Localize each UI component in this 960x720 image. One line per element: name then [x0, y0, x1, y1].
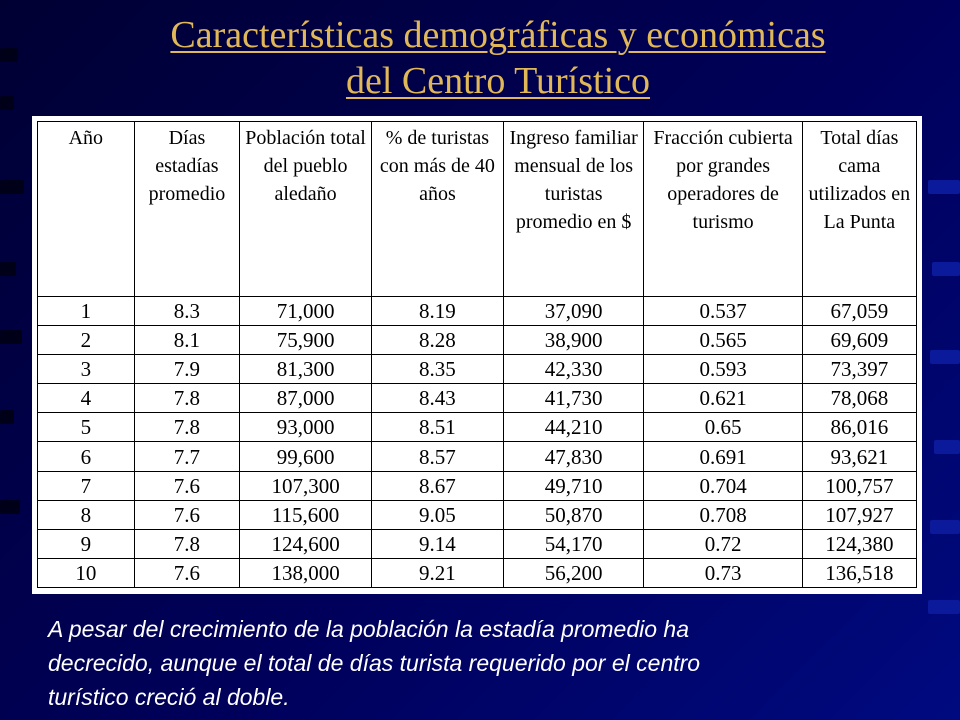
- table-cell: 124,380: [802, 529, 916, 558]
- table-cell: 7.8: [134, 529, 239, 558]
- header-cell: Población total del pueblo aledaño: [240, 122, 372, 297]
- header-cell: Año: [38, 122, 135, 297]
- table-cell: 8.57: [372, 442, 504, 471]
- table-cell: 7.6: [134, 558, 239, 587]
- table-cell: 2: [38, 326, 135, 355]
- table-cell: 107,300: [240, 471, 372, 500]
- table-cell: 69,609: [802, 326, 916, 355]
- table-cell: 86,016: [802, 413, 916, 442]
- table-row: [38, 384, 917, 413]
- table-cell: 0.72: [644, 529, 802, 558]
- table-cell: 3: [38, 355, 135, 384]
- conclusion-note: [48, 612, 928, 714]
- table-cell: 99,600: [240, 442, 372, 471]
- background-stripe: [0, 330, 22, 344]
- table-cell: 136,518: [802, 558, 916, 587]
- table-cell: 56,200: [503, 558, 644, 587]
- table-cell: 8.1: [134, 326, 239, 355]
- table-cell: 0.621: [644, 384, 802, 413]
- table-row: [38, 442, 917, 471]
- table-cell: 78,068: [802, 384, 916, 413]
- table-cell: 93,000: [240, 413, 372, 442]
- table-cell: 44,210: [503, 413, 644, 442]
- table-cell: 67,059: [802, 297, 916, 326]
- note-line: decrecido, aunque el total de días turista requerido por el centro: [48, 650, 701, 676]
- table-cell: 0.537: [644, 297, 802, 326]
- background-stripe: [934, 440, 960, 454]
- table-row: [38, 500, 917, 529]
- table-cell: 50,870: [503, 500, 644, 529]
- table-row: [38, 297, 917, 326]
- slide-title-line2: del Centro Turístico: [345, 60, 651, 102]
- note-line: turístico creció al doble.: [48, 684, 290, 710]
- background-stripe: [928, 180, 960, 194]
- table-cell: 0.704: [644, 471, 802, 500]
- table-cell: 8: [38, 500, 135, 529]
- table-cell: 9.14: [372, 529, 504, 558]
- table-cell: 8.28: [372, 326, 504, 355]
- table-cell: 138,000: [240, 558, 372, 587]
- data-table-container: [32, 116, 922, 594]
- table-cell: 8.35: [372, 355, 504, 384]
- table-cell: 9.05: [372, 500, 504, 529]
- table-cell: 8.19: [372, 297, 504, 326]
- note-line: A pesar del crecimiento de la población la estadía promedio ha: [48, 616, 689, 642]
- table-cell: 100,757: [802, 471, 916, 500]
- table-cell: 0.691: [644, 442, 802, 471]
- table-cell: 49,710: [503, 471, 644, 500]
- table-cell: 7: [38, 471, 135, 500]
- slide-title: [110, 12, 886, 104]
- table-cell: 1: [38, 297, 135, 326]
- table-cell: 8.43: [372, 384, 504, 413]
- table-body: [38, 297, 917, 588]
- background-stripe: [928, 600, 960, 614]
- table-cell: 0.593: [644, 355, 802, 384]
- background-stripe: [0, 262, 16, 276]
- table-cell: 8.51: [372, 413, 504, 442]
- background-stripe: [0, 410, 14, 424]
- slide-title-line1: Características demográficas y económicas: [170, 14, 826, 56]
- table-row: [38, 326, 917, 355]
- table-cell: 0.73: [644, 558, 802, 587]
- table-cell: 0.65: [644, 413, 802, 442]
- table-row: [38, 558, 917, 587]
- table-cell: 47,830: [503, 442, 644, 471]
- table-cell: 10: [38, 558, 135, 587]
- table-cell: 37,090: [503, 297, 644, 326]
- table-cell: 9: [38, 529, 135, 558]
- table-cell: 81,300: [240, 355, 372, 384]
- table-cell: 73,397: [802, 355, 916, 384]
- header-cell: Ingreso familiar mensual de los turistas promedio en $: [503, 122, 644, 297]
- background-stripe: [930, 520, 960, 534]
- table-cell: 0.708: [644, 500, 802, 529]
- table-cell: 7.7: [134, 442, 239, 471]
- table-cell: 38,900: [503, 326, 644, 355]
- header-cell: % de turistas con más de 40 años: [372, 122, 504, 297]
- table-cell: 5: [38, 413, 135, 442]
- background-stripe: [0, 48, 18, 62]
- table-row: [38, 471, 917, 500]
- table-row: [38, 355, 917, 384]
- table-row: [38, 529, 917, 558]
- header-cell: Fracción cubierta por grandes operadores de turismo: [644, 122, 802, 297]
- background-stripe: [930, 350, 960, 364]
- table-cell: 107,927: [802, 500, 916, 529]
- table-cell: 75,900: [240, 326, 372, 355]
- header-cell: Días estadías promedio: [134, 122, 239, 297]
- demographics-table: [37, 121, 917, 588]
- background-stripe: [0, 180, 24, 194]
- table-cell: 4: [38, 384, 135, 413]
- table-cell: 7.8: [134, 384, 239, 413]
- table-cell: 9.21: [372, 558, 504, 587]
- table-cell: 7.6: [134, 471, 239, 500]
- table-cell: 115,600: [240, 500, 372, 529]
- table-cell: 7.9: [134, 355, 239, 384]
- table-cell: 93,621: [802, 442, 916, 471]
- table-cell: 8.3: [134, 297, 239, 326]
- table-cell: 6: [38, 442, 135, 471]
- table-cell: 7.8: [134, 413, 239, 442]
- table-cell: 124,600: [240, 529, 372, 558]
- background-stripe: [932, 262, 960, 276]
- table-cell: 7.6: [134, 500, 239, 529]
- table-cell: 71,000: [240, 297, 372, 326]
- background-stripe: [0, 500, 20, 514]
- table-cell: 41,730: [503, 384, 644, 413]
- table-row: [38, 413, 917, 442]
- background-stripe: [0, 96, 14, 110]
- table-header-row: [38, 122, 917, 297]
- header-cell: Total días cama utilizados en La Punta: [802, 122, 916, 297]
- table-cell: 54,170: [503, 529, 644, 558]
- table-cell: 42,330: [503, 355, 644, 384]
- table-cell: 0.565: [644, 326, 802, 355]
- table-cell: 8.67: [372, 471, 504, 500]
- table-cell: 87,000: [240, 384, 372, 413]
